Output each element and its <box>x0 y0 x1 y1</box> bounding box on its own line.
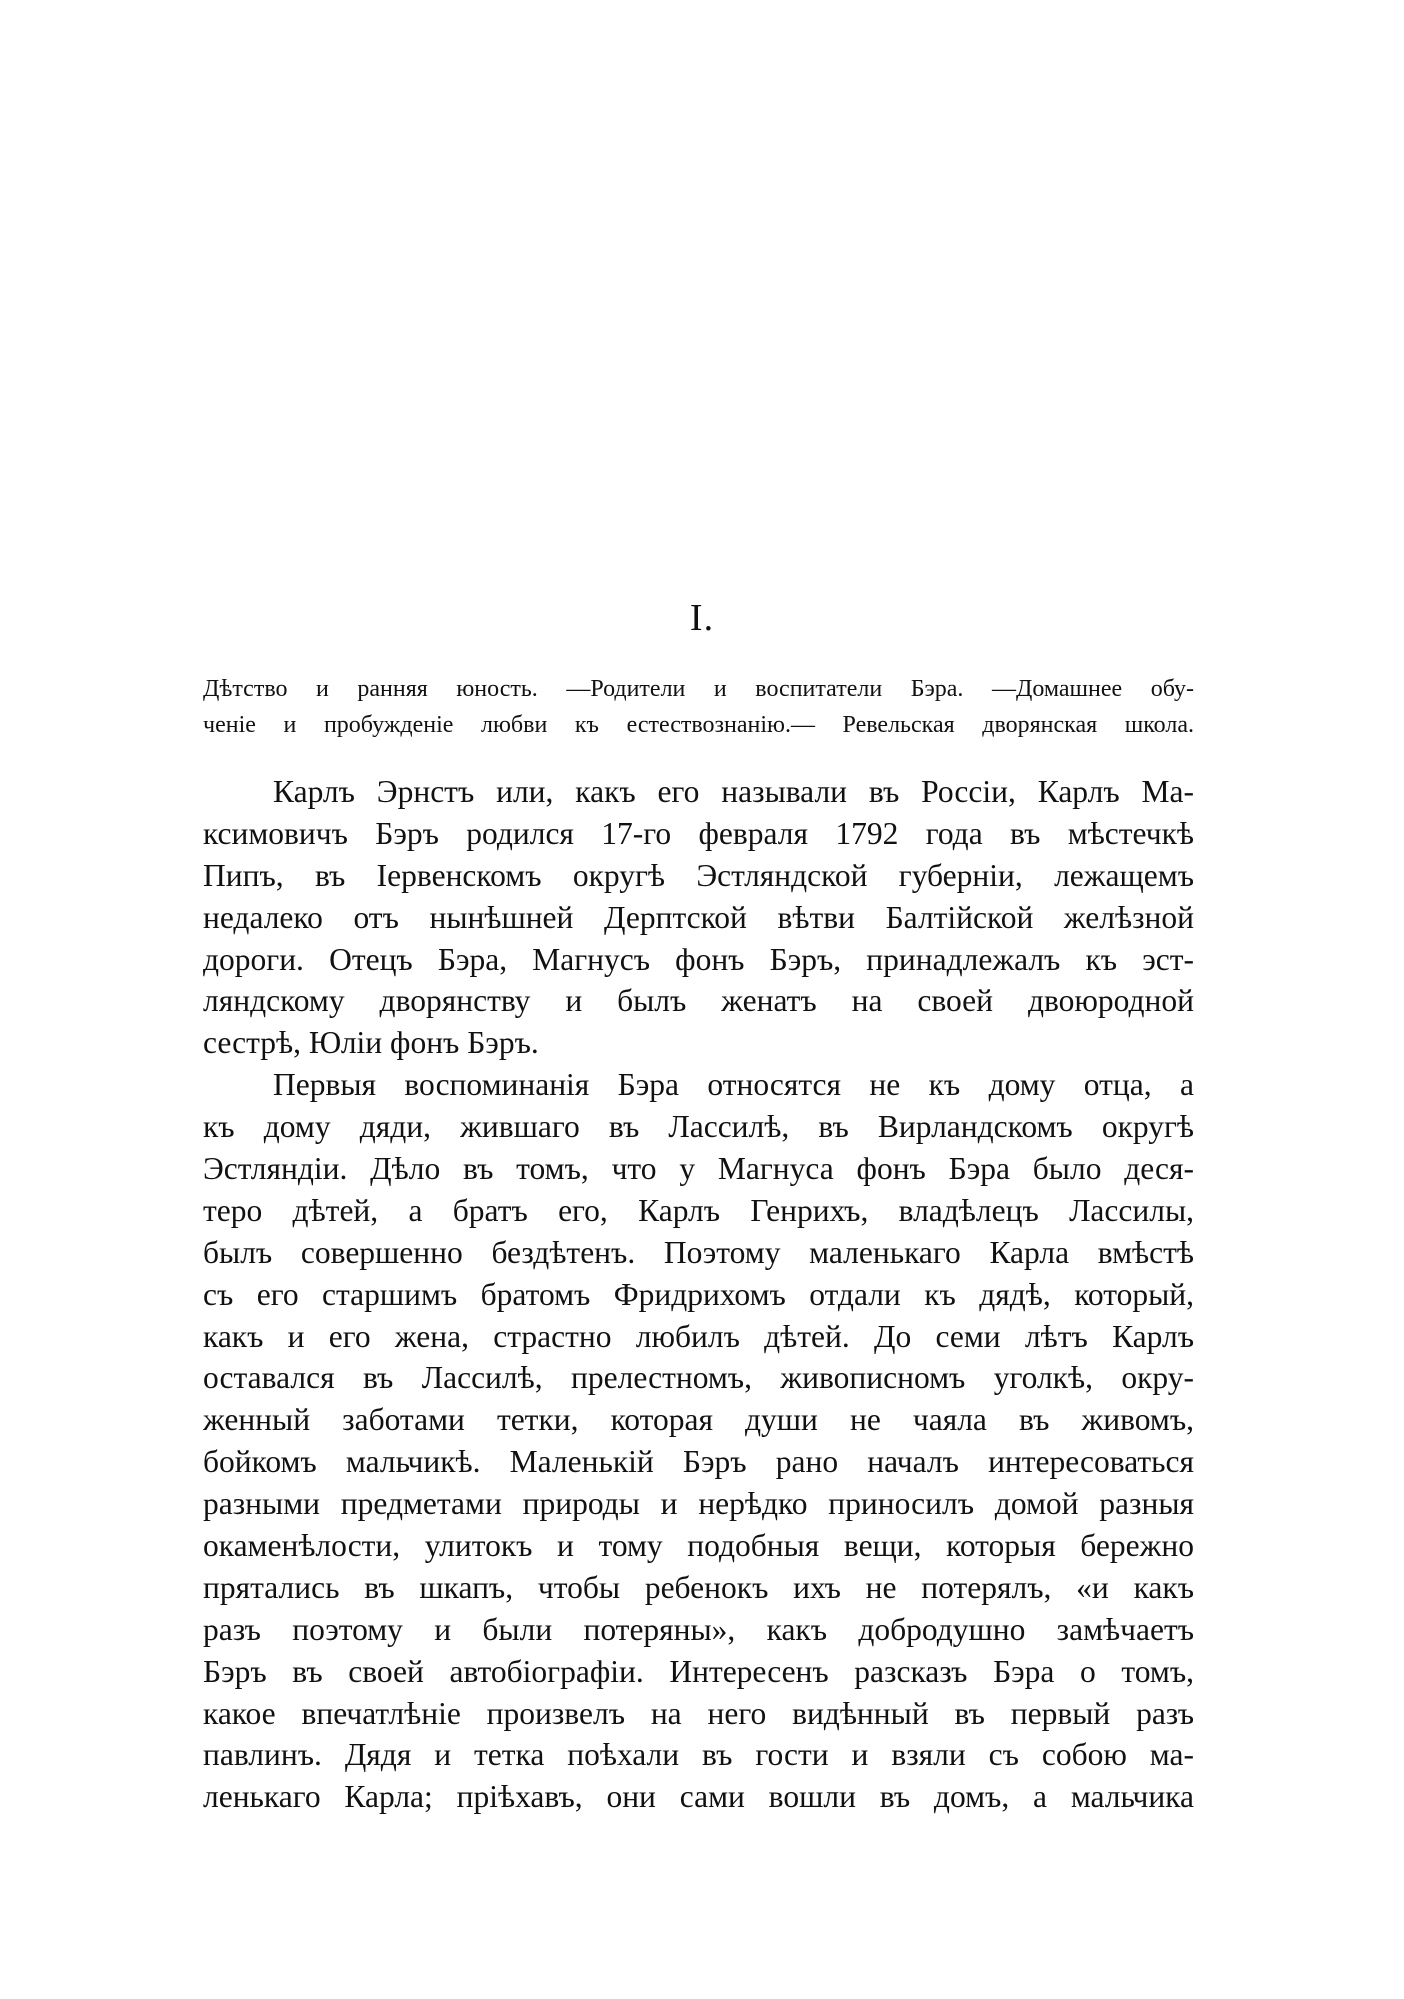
paragraph-line: бойкомъ мальчикѣ. Маленькій Бэръ рано началъ интересоваться <box>203 1444 1194 1480</box>
paragraph-line: теро дѣтей, а братъ его, Карлъ Генрихъ, владѣлецъ Лассилы, <box>203 1192 1194 1228</box>
paragraph-line: сестрѣ, Юліи фонъ Бэръ. <box>203 1025 539 1061</box>
paragraph-line: дороги. Отецъ Бэра, Магнусъ фонъ Бэръ, принадлежалъ къ эст- <box>203 941 1194 977</box>
paragraph-line: разными предметами природы и нерѣдко приносилъ домой разныя <box>203 1486 1194 1522</box>
summary-line: Дѣтство и ранняя юность. —Родители и воспитатели Бэра. —Домашнее обу- <box>203 676 1194 702</box>
summary-line: ченіе и пробужденіе любви къ естествознанію.— Ревельская дворянская школа. <box>203 712 1194 738</box>
paragraph-line: женный заботами тетки, которая души не чаяла въ живомъ, <box>203 1402 1194 1438</box>
paragraph-line: какое впечатлѣніе произвелъ на него видѣнный въ первый разъ <box>203 1695 1194 1731</box>
paragraph-line: ксимовичъ Бэръ родился 17-го февраля 1792 года въ мѣстечкѣ <box>203 815 1194 851</box>
body-text <box>203 771 1194 1818</box>
paragraph-line: ляндскому дворянству и былъ женатъ на своей двоюродной <box>203 983 1194 1019</box>
paragraph-line: разъ поэтому и были потеряны», какъ добродушно замѣчаетъ <box>203 1611 1194 1647</box>
paragraph-line: съ его старшимъ братомъ Фридрихомъ отдали къ дядѣ, который, <box>203 1276 1194 1312</box>
paragraph-line: павлинъ. Дядя и тетка поѣхали въ гости и взяли съ собою ма- <box>203 1737 1194 1773</box>
paragraph-line: окаменѣлости, улитокъ и тому подобныя вещи, которыя бережно <box>203 1528 1194 1564</box>
paragraph-line: Пипъ, въ Іервенскомъ округѣ Эстляндской губерніи, лежащемъ <box>203 857 1194 893</box>
paragraph-line: ленькаго Карла; пріѣхавъ, они сами вошли въ домъ, а мальчика <box>203 1779 1194 1815</box>
paragraph-line: недалеко отъ нынѣшней Дерптской вѣтви Балтійской желѣзной <box>203 899 1194 935</box>
paragraph-line: къ дому дяди, жившаго въ Лассилѣ, въ Вирландскомъ округѣ <box>203 1109 1194 1145</box>
paragraph-line: Эстляндіи. Дѣло въ томъ, что у Магнуса фонъ Бэра было деся- <box>203 1151 1194 1187</box>
chapter-summary <box>203 671 1194 743</box>
paragraph-line: прятались въ шкапъ, чтобы ребенокъ ихъ не потерялъ, «и какъ <box>203 1569 1194 1605</box>
paragraph-line: Карлъ Эрнстъ или, какъ его называли въ Россіи, Карлъ Ма- <box>273 774 1194 809</box>
paragraph-line: Бэръ въ своей автобіографіи. Интересенъ разсказъ Бэра о томъ, <box>203 1653 1194 1689</box>
paragraph-line: Первыя воспоминанія Бэра относятся не къ дому отца, а <box>273 1067 1194 1103</box>
paragraph-line: былъ совершенно бездѣтенъ. Поэтому маленькаго Карла вмѣстѣ <box>203 1234 1194 1270</box>
paragraph-line: оставался въ Лассилѣ, прелестномъ, живописномъ уголкѣ, окру- <box>203 1360 1194 1396</box>
paragraph-line: какъ и его жена, страстно любилъ дѣтей. До семи лѣтъ Карлъ <box>203 1318 1194 1354</box>
chapter-number: I. <box>689 597 715 639</box>
